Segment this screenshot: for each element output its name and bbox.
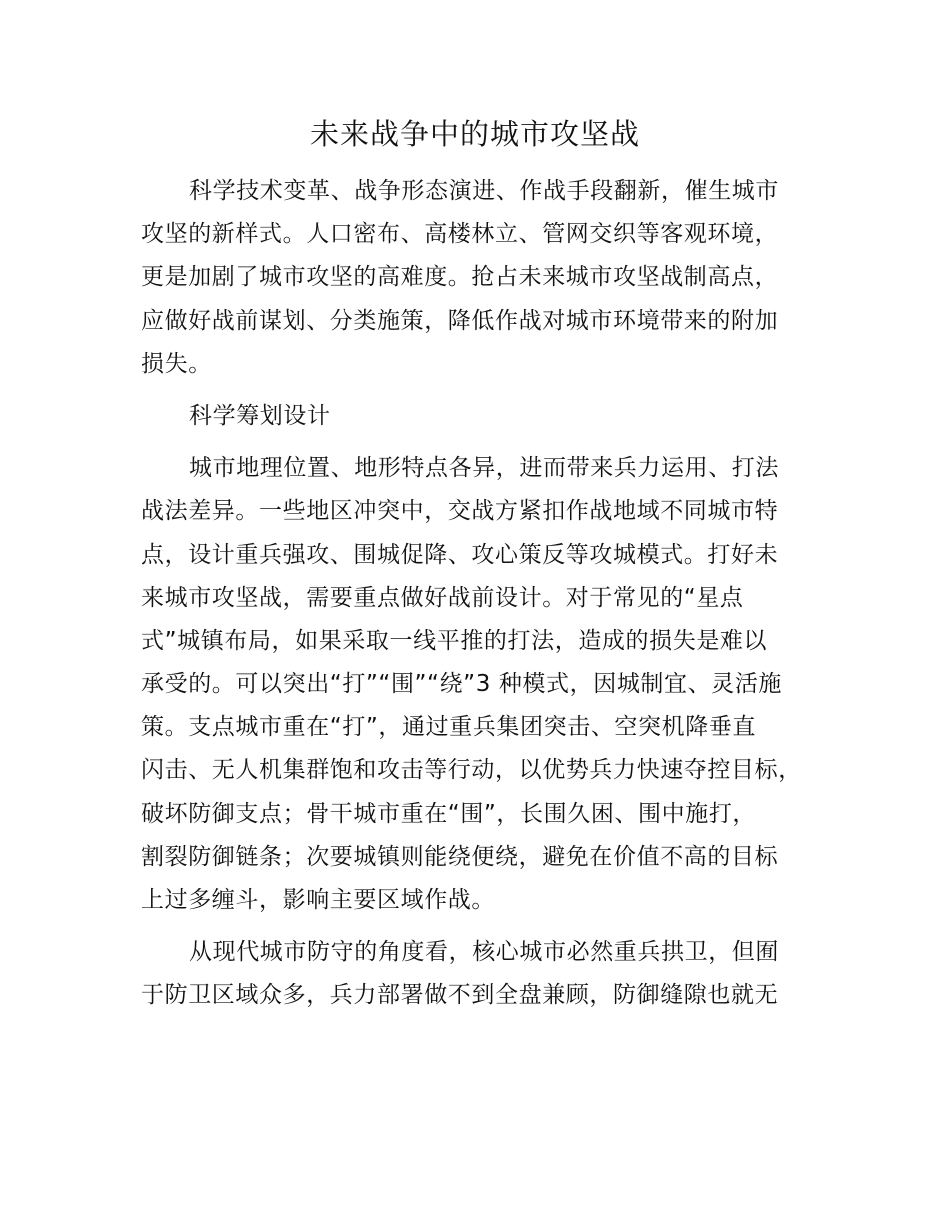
text-line: 战法差异。一些地区冲突中，交战方紧扣作战地域不同城市特 xyxy=(141,498,779,525)
paragraph-defense xyxy=(141,931,841,1017)
text-line: 来城市攻坚战，需要重点做好战前设计。对于常见的“星点 xyxy=(141,584,744,611)
text-line: 攻坚的新样式。人口密布、高楼林立、管网交织等客观环境， xyxy=(141,221,779,248)
text-line: 应做好战前谋划、分类施策，降低作战对城市环境带来的附加 xyxy=(141,307,779,334)
text-line: 从现代城市防守的角度看，核心城市必然重兵拱卫，但囿 xyxy=(189,939,779,966)
text-line: 城市地理位置、地形特点各异，进而带来兵力运用、打法 xyxy=(189,455,779,482)
document-body xyxy=(141,170,841,1018)
text-line: 更是加剧了城市攻坚的高难度。抢占未来城市攻坚战制高点， xyxy=(141,264,779,291)
text-line: 割裂防御链条；次要城镇则能绕便绕，避免在价值不高的目标 xyxy=(141,843,779,870)
text-line: 损失。 xyxy=(141,350,212,377)
paragraph-design xyxy=(141,447,841,922)
text-line: 承受的。可以突出“打”“围”“绕”3 种模式，因城制宜、灵活施 xyxy=(141,671,783,698)
paragraph-gap xyxy=(141,438,841,447)
text-line: 策。支点城市重在“打”，通过重兵集团突击、空突机降垂直 xyxy=(141,714,757,741)
text-line: 科学技术变革、战争形态演进、作战手段翻新，催生城市 xyxy=(189,178,779,204)
section-heading-text: 科学筹划设计 xyxy=(189,402,331,429)
document-title: 未来战争中的城市攻坚战 xyxy=(309,117,640,151)
paragraph-gap xyxy=(141,386,841,395)
text-line: 破坏防御支点；骨干城市重在“围”，长围久困、围中施打， xyxy=(141,800,757,827)
paragraph-intro xyxy=(141,170,841,386)
text-line: 式”城镇布局，如果采取一线平推的打法，造成的损失是难以 xyxy=(141,627,768,654)
text-line: 闪击、无人机集群饱和攻击等行动，以优势兵力快速夺控目标， xyxy=(141,757,802,784)
text-line: 上过多缠斗，影响主要区域作战。 xyxy=(141,887,495,913)
text-line: 点，设计重兵强攻、围城促降、攻心策反等攻城模式。打好未 xyxy=(141,541,779,568)
paragraph-gap xyxy=(141,922,841,931)
section-heading xyxy=(141,395,841,438)
text-line: 于防卫区域众多，兵力部署做不到全盘兼顾，防御缝隙也就无 xyxy=(141,982,779,1009)
